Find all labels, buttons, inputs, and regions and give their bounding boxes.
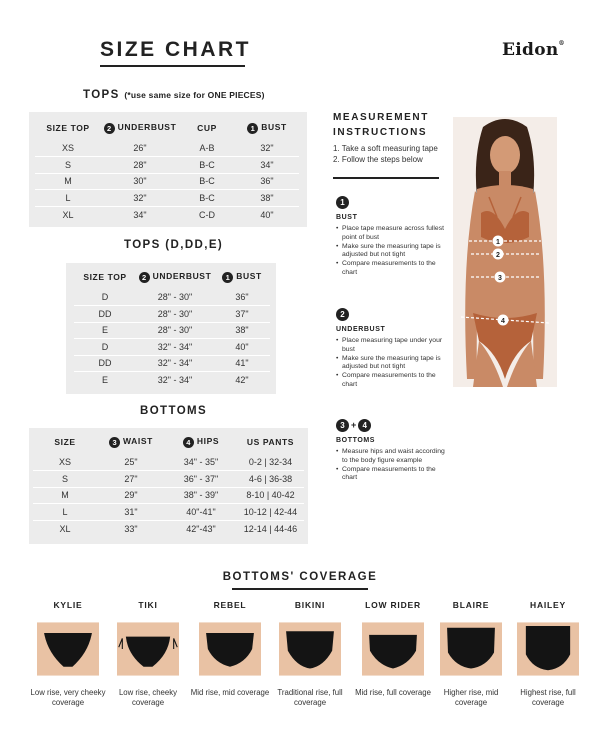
- bottoms-header-waist: [97, 430, 165, 454]
- plus-sign: +: [351, 420, 357, 430]
- tops-dde-cell: 28" - 30": [136, 322, 214, 339]
- measurement-title: MEASUREMENT INSTRUCTIONS: [333, 112, 429, 138]
- tops-dde-cell: D: [74, 289, 136, 306]
- measurement-divider: [333, 177, 439, 179]
- coverage-style-name: LOW RIDER: [365, 600, 421, 610]
- column-label: HIPS: [196, 436, 220, 447]
- swim-bottom-image: [362, 622, 424, 676]
- swim-bottom-image: [440, 622, 502, 676]
- bottoms-cell: L: [33, 504, 97, 521]
- table-row: [74, 322, 270, 339]
- bottoms-cell: 8-10 | 40-42: [237, 487, 304, 504]
- underbust-heading: UNDERBUST: [336, 326, 386, 333]
- bottoms-bullet-2: • Compare measurements to the chart: [336, 466, 446, 484]
- measurement-steps: [333, 143, 438, 165]
- tops-cell: XS: [35, 140, 101, 157]
- tops-table: [35, 116, 299, 223]
- tops-dde-cell: 40": [214, 339, 270, 356]
- tops-note: (*use same size for ONE PIECES): [124, 90, 265, 100]
- bottoms-cell: 4-6 | 36-38: [237, 471, 304, 488]
- step-badge-4: 4: [358, 419, 371, 432]
- coverage-underline: [232, 588, 368, 590]
- table-row: [35, 206, 299, 223]
- tops-cell: B-C: [179, 190, 235, 207]
- bottoms-heading: BOTTOMS: [336, 437, 376, 444]
- bust-bullet-2: • Make sure the measuring tape is adjusted but not tight: [336, 243, 446, 261]
- svg-text:1: 1: [496, 238, 500, 246]
- tops-dde-header-underbust: [136, 265, 214, 289]
- bottoms-cell: 42"-43": [186, 523, 216, 534]
- coverage-style-desc: Higher rise, mid coverage: [443, 688, 499, 707]
- coverage-style-desc: Low rise, very cheeky coverage: [30, 688, 106, 707]
- column-label: SIZE TOP: [46, 123, 90, 133]
- swim-bottom-image: [199, 622, 261, 676]
- coverage-style-kylie: [27, 600, 109, 708]
- tops-cell: M: [35, 173, 101, 190]
- tops-cell: B-C: [179, 173, 235, 190]
- step-badge-1: 1: [336, 196, 349, 209]
- bottoms-header-size: [33, 430, 97, 454]
- tops-cell: L: [35, 190, 101, 207]
- measure-badge-2: 2: [139, 272, 150, 283]
- svg-text:3: 3: [498, 274, 502, 282]
- swim-bottom-image: [279, 622, 341, 676]
- tops-cell: 26": [101, 140, 179, 157]
- coverage-style-rebel: [189, 600, 271, 698]
- bust-bullet-1: • Place tape measure across fullest point of bust: [336, 225, 446, 243]
- figure-marker-3: [495, 272, 506, 283]
- tops-dde-cell: 36": [214, 289, 270, 306]
- column-label: SIZE TOP: [83, 272, 127, 282]
- tops-dde-cell: 42": [235, 375, 249, 385]
- tops-header-size-top: [35, 116, 101, 140]
- table-row: [35, 190, 299, 207]
- coverage-style-hailey: [507, 600, 589, 708]
- table-row: [33, 520, 304, 537]
- tops-dde-cell: E: [101, 375, 108, 385]
- column-label: SIZE: [54, 437, 76, 447]
- bottoms-instructions: [336, 415, 446, 483]
- tops-cell: 30": [101, 173, 179, 190]
- tops-cell: 32": [101, 190, 179, 207]
- tops-dde-header-bust: [214, 265, 270, 289]
- table-row: [74, 372, 270, 389]
- bottoms-header-hips: [165, 430, 237, 454]
- tops-dde-cell: DD: [74, 306, 136, 323]
- model-figure: [453, 117, 557, 387]
- table-row: [33, 504, 304, 521]
- table-row: [33, 471, 304, 488]
- table-row: [35, 173, 299, 190]
- tops-dde-cell: E: [74, 322, 136, 339]
- table-row: [74, 289, 270, 306]
- coverage-style-name: TIKI: [138, 600, 158, 610]
- figure-marker-2: [493, 249, 504, 260]
- coverage-style-name: KYLIE: [53, 600, 83, 610]
- coverage-style-low-rider: [352, 600, 434, 698]
- tops-dde-cell: 32" - 34": [136, 355, 214, 372]
- bottoms-cell: XL: [59, 523, 71, 534]
- tops-cell: B-C: [179, 157, 235, 174]
- tops-cell: XL: [62, 209, 74, 220]
- bottoms-header-us-pants: [237, 430, 304, 454]
- tops-cell: S: [35, 157, 101, 174]
- tops-cell: 38": [235, 190, 299, 207]
- column-label: BUST: [236, 271, 262, 282]
- coverage-style-tiki: [107, 600, 189, 708]
- coverage-style-bikini: [269, 600, 351, 708]
- bottoms-cell: 12-14 | 44-46: [243, 523, 298, 534]
- column-label: US PANTS: [246, 437, 295, 447]
- tops-dde-cell: 28" - 30": [136, 289, 214, 306]
- coverage-style-name: BLAIRE: [452, 600, 490, 610]
- underbust-instructions: [336, 304, 446, 390]
- tops-dde-cell: 28" - 30": [136, 306, 214, 323]
- tops-dde-cell: 32" - 34": [136, 339, 214, 356]
- tops-dde-header-size-top: [74, 265, 136, 289]
- tops-section-title: TOPS (*use same size for ONE PIECES): [83, 89, 265, 101]
- tops-dde-cell: DD: [74, 355, 136, 372]
- coverage-style-desc: Mid rise, mid coverage: [190, 688, 270, 697]
- tops-cell: C-D: [199, 209, 215, 220]
- step-badge-2: 2: [336, 308, 349, 321]
- tops-cell: 32": [235, 140, 299, 157]
- column-label: WAIST: [123, 436, 153, 447]
- tops-dde-table: [74, 265, 270, 388]
- bottoms-cell: 33": [124, 523, 138, 534]
- bottoms-cell: 40"-41": [165, 504, 237, 521]
- bottoms-section-title: BOTTOMS: [140, 405, 208, 417]
- measure-badge-4: 4: [183, 437, 194, 448]
- tops-dde-cell: 41": [214, 355, 270, 372]
- underbust-bullet-1: • Place measuring tape under your bust: [336, 337, 446, 355]
- coverage-style-blaire: [430, 600, 512, 708]
- underbust-bullet-2: • Make sure the measuring tape is adjusted but not tight: [336, 355, 446, 373]
- bottoms-cell: 25": [97, 454, 165, 471]
- column-label: CUP: [197, 123, 217, 133]
- tops-cell: 34": [133, 209, 147, 220]
- tops-header-bust: [235, 116, 299, 140]
- tops-cell: A-B: [179, 140, 235, 157]
- measure-badge-3: 3: [109, 437, 120, 448]
- table-row: [74, 306, 270, 323]
- bust-bullet-3: • Compare measurements to the chart: [336, 260, 446, 278]
- bottoms-cell: 27": [97, 471, 165, 488]
- coverage-style-desc: Traditional rise, full coverage: [277, 688, 343, 707]
- brand-logo: Eidon®: [502, 40, 565, 60]
- tops-dde-cell: 32" - 34": [157, 375, 193, 385]
- bust-instructions: [336, 192, 446, 278]
- bottoms-table: [33, 430, 304, 537]
- coverage-style-desc: Mid rise, full coverage: [355, 688, 431, 697]
- tops-dde-cell: 38": [214, 322, 270, 339]
- page-title: SIZE CHART: [100, 38, 251, 61]
- svg-text:4: 4: [501, 317, 505, 325]
- bottoms-cell: 31": [97, 504, 165, 521]
- table-row: [74, 355, 270, 372]
- tops-header-underbust: [101, 116, 179, 140]
- column-label: UNDERBUST: [117, 122, 177, 133]
- table-row: [35, 140, 299, 157]
- column-label: UNDERBUST: [152, 271, 212, 282]
- step-badge-3: 3: [336, 419, 349, 432]
- coverage-style-desc: Highest rise, full coverage: [520, 688, 576, 707]
- tops-dde-cell: D: [74, 339, 136, 356]
- title-underline: [100, 65, 245, 67]
- measure-badge-1: 1: [247, 123, 258, 134]
- bottoms-cell: 38" - 39": [165, 487, 237, 504]
- table-row: [33, 454, 304, 471]
- bust-heading: BUST: [336, 214, 358, 221]
- tops-dde-section-title: TOPS (D,DD,E): [124, 239, 224, 251]
- tops-cell: 28": [101, 157, 179, 174]
- figure-marker-4: [498, 315, 509, 326]
- tops-cell: 34": [235, 157, 299, 174]
- bottoms-cell: XS: [33, 454, 97, 471]
- figure-marker-1: [493, 236, 504, 247]
- measurement-step-1: 1. Take a soft measuring tape: [333, 144, 438, 153]
- measurement-step-2: 2. Follow the steps below: [333, 155, 423, 164]
- bottoms-cell: S: [33, 471, 97, 488]
- bottoms-cell: 10-12 | 42-44: [237, 504, 304, 521]
- bottoms-cell: M: [33, 487, 97, 504]
- swim-bottom-image: [117, 622, 179, 676]
- bottoms-cell: 34" - 35": [165, 454, 237, 471]
- tops-dde-cell: 37": [214, 306, 270, 323]
- bottoms-bullet-1: • Measure hips and waist according to the body figure example: [336, 448, 446, 466]
- swim-bottom-image: [37, 622, 99, 676]
- bottoms-cell: 29": [97, 487, 165, 504]
- coverage-style-desc: Low rise, cheeky coverage: [118, 688, 178, 707]
- tops-cell: 40": [260, 209, 274, 220]
- coverage-style-name: REBEL: [213, 600, 247, 610]
- bottoms-cell: 36" - 37": [165, 471, 237, 488]
- table-row: [33, 487, 304, 504]
- coverage-style-name: HAILEY: [530, 600, 566, 610]
- coverage-title: BOTTOMS' COVERAGE: [222, 571, 378, 583]
- tops-header-cup: [179, 116, 235, 140]
- measure-badge-1: 1: [222, 272, 233, 283]
- svg-text:2: 2: [496, 251, 500, 259]
- underbust-bullet-3: • Compare measurements to the chart: [336, 372, 446, 390]
- bottoms-cell: 0-2 | 32-34: [237, 454, 304, 471]
- table-row: [35, 157, 299, 174]
- tops-cell: 36": [235, 173, 299, 190]
- table-row: [74, 339, 270, 356]
- measure-badge-2: 2: [104, 123, 115, 134]
- column-label: BUST: [261, 122, 287, 133]
- coverage-style-name: BIKINI: [294, 600, 326, 610]
- swim-bottom-image: [517, 622, 579, 676]
